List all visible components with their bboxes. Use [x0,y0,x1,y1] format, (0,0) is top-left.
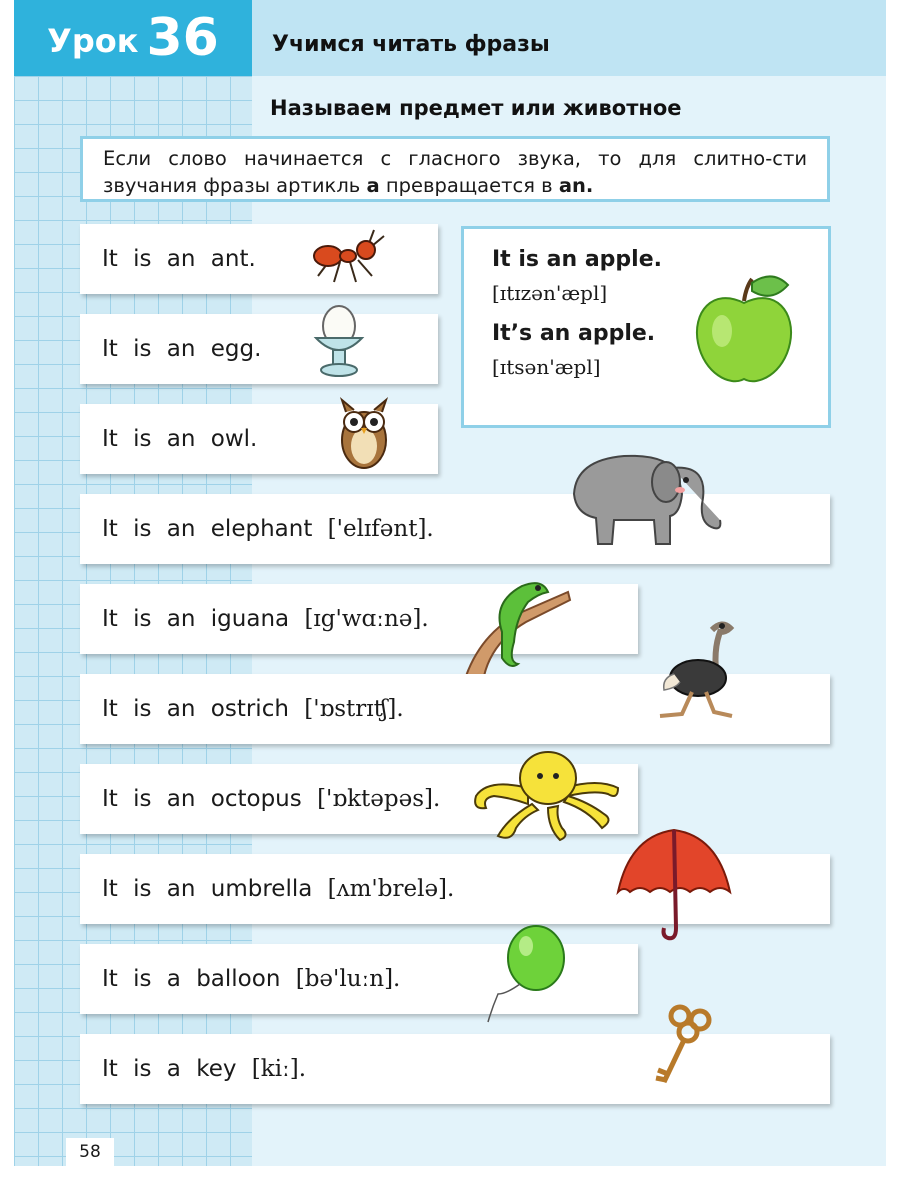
rule-text-middle: превращается в [385,174,553,197]
rule-box [80,136,830,202]
phrase-text: It is an egg. [102,336,262,362]
ostrich-icon [652,618,748,726]
section-subtitle: Называем предмет или животное [270,96,682,120]
key-icon [648,1000,722,1092]
phrase-text: It is an octopus ['ɒktəpəs]. [102,786,441,812]
apple-icon [692,273,796,387]
phrase-row [80,314,438,384]
owl-icon [332,396,396,472]
octopus-icon [468,748,624,844]
apple-phrase-full: It is an apple. [492,247,662,272]
lesson-number: 36 [146,8,219,68]
phrase-text: It is an ant. [102,246,256,272]
phrase-text: It is a balloon [bə'luːn]. [102,966,401,992]
lesson-badge [14,0,252,76]
egg-icon [310,304,368,382]
elephant-icon [562,444,730,550]
page-number: 58 [66,1138,114,1166]
lesson-title: Учимся читать фразы [272,32,550,57]
article-an: an. [558,174,594,197]
phrase-row [80,494,830,564]
umbrella-icon [610,820,738,944]
apple-transcription-short: [ɪtsən'æpl] [492,355,601,379]
ant-icon [310,226,390,286]
iguana-icon [462,572,572,676]
header-bar [252,0,886,76]
apple-transcription-full: [ɪtɪzən'æpl] [492,281,608,305]
phrase-text: It is an elephant ['elɪfənt]. [102,516,434,542]
phrase-text: It is a key [kiː]. [102,1056,307,1082]
apple-phrase-short: It’s an apple. [492,321,656,346]
balloon-icon [480,922,570,1026]
phrase-text: It is an ostrich ['ɒstrɪʧ]. [102,696,404,722]
phrase-row [80,404,438,474]
phrase-text: It is an iguana [ɪg'wɑːnə]. [102,606,429,632]
phrase-row [80,224,438,294]
lesson-word: Урок [47,22,139,60]
rule-text: Если слово начинается с гласного звука, то для слитно-сти звучания фразы артикль [103,147,807,197]
article-a: a [366,174,380,197]
apple-example-box [461,226,831,428]
phrase-text: It is an umbrella [ʌm'brelə]. [102,876,455,902]
phrase-text: It is an owl. [102,426,258,452]
